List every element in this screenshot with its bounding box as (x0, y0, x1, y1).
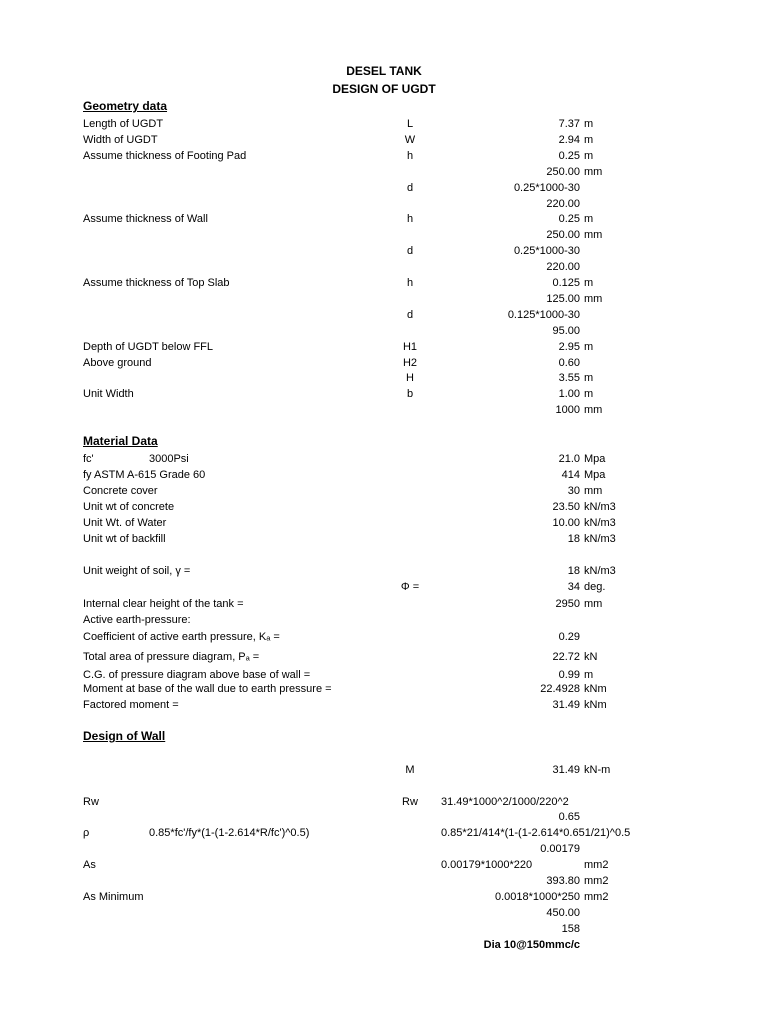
wall-rw-formula: 31.49*1000^2/1000/220^2 (441, 796, 569, 808)
wall-as-label: As (83, 859, 96, 871)
geometry-row (0, 116, 768, 132)
geometry-row (0, 386, 768, 402)
geometry-row-symbol: H1 (402, 340, 418, 353)
geometry-row-value: 95.00 (552, 324, 580, 337)
material-row-value: 23.50 (552, 501, 580, 513)
wall-as-value-unit: mm2 (584, 875, 609, 887)
soil-row-unit: kNm (584, 683, 607, 695)
geometry-row-value: 220.00 (546, 197, 580, 210)
wall-moment-value: 31.49 (552, 764, 580, 776)
wall-reinforcement-result: Dia 10@150mmc/c (483, 939, 580, 951)
geometry-row-label: Unit Width (83, 388, 134, 401)
soil-row-label: Moment at base of the wall due to earth pressure = (83, 683, 332, 695)
geometry-row-symbol: b (406, 388, 414, 401)
geometry-row-value: 0.25 (558, 213, 580, 226)
geometry-row-symbol: H (406, 372, 414, 385)
geometry-row (0, 402, 768, 418)
geometry-row-symbol: W (404, 133, 416, 146)
wall-rw-value-row (0, 809, 768, 825)
material-row-label: fc' (83, 453, 94, 465)
wall-as-formula: 0.00179*1000*220 (441, 859, 533, 871)
soil-row (0, 579, 768, 595)
soil-row-value: 0.29 (558, 631, 580, 643)
wall-rw-symbol: Rw (402, 796, 418, 808)
geometry-row (0, 196, 768, 212)
wall-section-header: Design of Wall (83, 729, 166, 743)
geometry-row-symbol: d (406, 181, 414, 194)
geometry-row-unit: m (584, 277, 594, 289)
soil-row-value: 31.49 (552, 699, 580, 711)
geometry-row-value: 250.00 (546, 229, 580, 242)
geometry-row-value: 0.25*1000-30 (513, 245, 580, 258)
soil-row (0, 596, 768, 612)
geometry-row (0, 148, 768, 164)
geometry-row (0, 243, 768, 259)
soil-row-label: Factored moment = (83, 699, 179, 711)
soil-row-label: Unit weight of soil, γ = (83, 565, 191, 577)
wall-rho-label: ρ (83, 827, 90, 839)
soil-row-unit: m (584, 669, 594, 681)
geometry-row-value: 0.125 (552, 277, 580, 289)
material-row-unit: Mpa (584, 469, 606, 481)
wall-rho-formula: 0.85*21/414*(1-(1-2.614*0.651/21)^0.5 (441, 827, 631, 839)
soil-row-symbol: Φ = (400, 581, 420, 593)
geometry-row-symbol: H2 (402, 356, 418, 369)
material-row-value: 30 (567, 485, 580, 497)
geometry-row-label: Width of UGDT (83, 133, 158, 146)
geometry-row-symbol: d (406, 308, 414, 321)
material-row-label: Unit wt of backfill (83, 533, 166, 545)
geometry-row-unit: m (584, 213, 594, 226)
geometry-row-label: Depth of UGDT below FFL (83, 340, 214, 353)
geometry-row-label: Assume thickness of Wall (83, 213, 208, 226)
material-row (0, 467, 768, 483)
geometry-row (0, 132, 768, 148)
geometry-row (0, 339, 768, 355)
soil-row-value: 22.72 (552, 651, 580, 663)
soil-row (0, 612, 768, 628)
wall-as-row (0, 857, 768, 873)
geometry-row-value: 1.00 (558, 388, 580, 401)
wall-rho-row (0, 825, 768, 841)
soil-row-unit: kN (584, 651, 598, 663)
wall-result-row (0, 937, 768, 953)
geometry-row-symbol: h (406, 277, 414, 289)
material-row-unit: kN/m3 (584, 501, 616, 513)
geometry-row-value: 3.55 (558, 372, 580, 385)
geometry-row-value: 7.37 (558, 118, 580, 130)
geometry-row-value: 0.60 (558, 356, 580, 369)
soil-row-label: Active earth-pressure: (83, 614, 191, 626)
geometry-row-value: 220.00 (546, 261, 580, 274)
wall-moment-row (0, 762, 768, 778)
geometry-row-value: 1000 (555, 404, 580, 417)
geometry-row-unit: mm (584, 165, 603, 178)
geometry-row-value: 2.95 (558, 340, 580, 353)
wall-spacing-row (0, 921, 768, 937)
wall-asmin-label: As Minimum (83, 891, 144, 903)
geometry-row (0, 323, 768, 339)
geometry-row-symbol: L (406, 118, 414, 130)
soil-row-unit: mm (584, 598, 603, 610)
geometry-row-unit: m (584, 149, 594, 162)
material-row (0, 515, 768, 531)
material-row-unit: mm (584, 485, 603, 497)
wall-asmin-unit: mm2 (584, 891, 609, 903)
material-row-label: fy ASTM A-615 Grade 60 (83, 469, 206, 481)
geometry-row (0, 180, 768, 196)
geometry-row (0, 307, 768, 323)
geometry-row-unit: mm (584, 404, 603, 417)
geometry-section-header: Geometry data (83, 99, 168, 113)
doc-subtitle: DESIGN OF UGDT (332, 82, 436, 96)
geometry-row-symbol: d (406, 245, 414, 258)
material-row-unit: Mpa (584, 453, 606, 465)
wall-rho-expression: 0.85*fc'/fy*(1-(1-2.614*R/fc')^0.5) (149, 827, 310, 839)
geometry-row (0, 275, 768, 291)
soil-row-value: 34 (567, 581, 580, 593)
material-row (0, 483, 768, 499)
material-section-header: Material Data (83, 434, 158, 448)
soil-row (0, 629, 768, 645)
material-row-value: 21.0 (558, 453, 580, 465)
material-row-label: Unit wt of concrete (83, 501, 175, 513)
soil-row-label: Coefficient of active earth pressure, Kₐ = (83, 631, 280, 643)
wall-rw-row (0, 794, 768, 810)
soil-row-label: C.G. of pressure diagram above base of wall = (83, 669, 311, 681)
geometry-row-label: Assume thickness of Top Slab (83, 277, 230, 289)
soil-row (0, 697, 768, 713)
soil-row-value: 18 (567, 565, 580, 577)
geometry-row-unit: mm (584, 229, 603, 242)
geometry-row-unit: m (584, 133, 594, 146)
wall-asmin-row (0, 889, 768, 905)
soil-row (0, 649, 768, 665)
wall-rho-value-row (0, 841, 768, 857)
geometry-row-value: 0.125*1000-30 (507, 308, 580, 321)
material-row-unit: kN/m3 (584, 517, 616, 529)
material-row-value: 18 (567, 533, 580, 545)
wall-rw-value: 0.65 (558, 811, 580, 823)
geometry-row-value: 125.00 (546, 292, 580, 305)
geometry-row-value: 250.00 (546, 165, 580, 178)
wall-as-value: 393.80 (546, 875, 580, 887)
wall-asmin-value: 450.00 (546, 907, 580, 919)
wall-moment-symbol: M (405, 764, 415, 776)
geometry-row-value: 0.25 (558, 149, 580, 162)
soil-row-label: Internal clear height of the tank = (83, 598, 244, 610)
geometry-row (0, 211, 768, 227)
geometry-row-value: 2.94 (558, 133, 580, 146)
wall-as-value-row (0, 873, 768, 889)
geometry-row (0, 355, 768, 371)
wall-spacing-value: 158 (561, 923, 580, 935)
soil-row-value: 0.99 (558, 669, 580, 681)
geometry-row (0, 370, 768, 386)
geometry-row (0, 164, 768, 180)
wall-asmin-formula: 0.0018*1000*250 (494, 891, 580, 903)
geometry-row-unit: m (584, 372, 594, 385)
wall-as-unit: mm2 (584, 859, 609, 871)
wall-rw-label: Rw (83, 796, 99, 808)
soil-row-value: 22.4928 (540, 683, 580, 695)
geometry-row-unit: m (584, 340, 594, 353)
geometry-row-unit: m (584, 388, 594, 401)
soil-row-value: 2950 (555, 598, 580, 610)
geometry-row (0, 259, 768, 275)
geometry-row-unit: m (584, 118, 594, 130)
material-row-unit: kN/m3 (584, 533, 616, 545)
material-row (0, 499, 768, 515)
material-row-sublabel: 3000Psi (149, 453, 189, 465)
doc-title: DESEL TANK (346, 64, 422, 78)
wall-rho-value: 0.00179 (540, 843, 580, 855)
material-row-value: 10.00 (552, 517, 580, 529)
soil-row-label: Total area of pressure diagram, Pₐ = (83, 651, 260, 663)
geometry-row (0, 227, 768, 243)
geometry-row-value: 0.25*1000-30 (513, 181, 580, 194)
material-row-label: Unit Wt. of Water (83, 517, 167, 529)
geometry-row-label: Above ground (83, 356, 152, 369)
wall-asmin-value-row (0, 905, 768, 921)
material-row (0, 531, 768, 547)
soil-row (0, 681, 768, 697)
material-row (0, 451, 768, 467)
geometry-row-label: Assume thickness of Footing Pad (83, 149, 247, 162)
geometry-row-symbol: h (406, 149, 414, 162)
geometry-row-symbol: h (406, 213, 414, 226)
soil-row-unit: deg. (584, 581, 606, 593)
geometry-row-label: Length of UGDT (83, 118, 164, 130)
geometry-row (0, 291, 768, 307)
material-row-value: 414 (561, 469, 580, 481)
wall-moment-unit: kN-m (584, 764, 611, 776)
geometry-row-unit: mm (584, 292, 603, 305)
soil-row (0, 563, 768, 579)
soil-row-unit: kN/m3 (584, 565, 616, 577)
material-row-label: Concrete cover (83, 485, 158, 497)
soil-row-unit: kNm (584, 699, 607, 711)
